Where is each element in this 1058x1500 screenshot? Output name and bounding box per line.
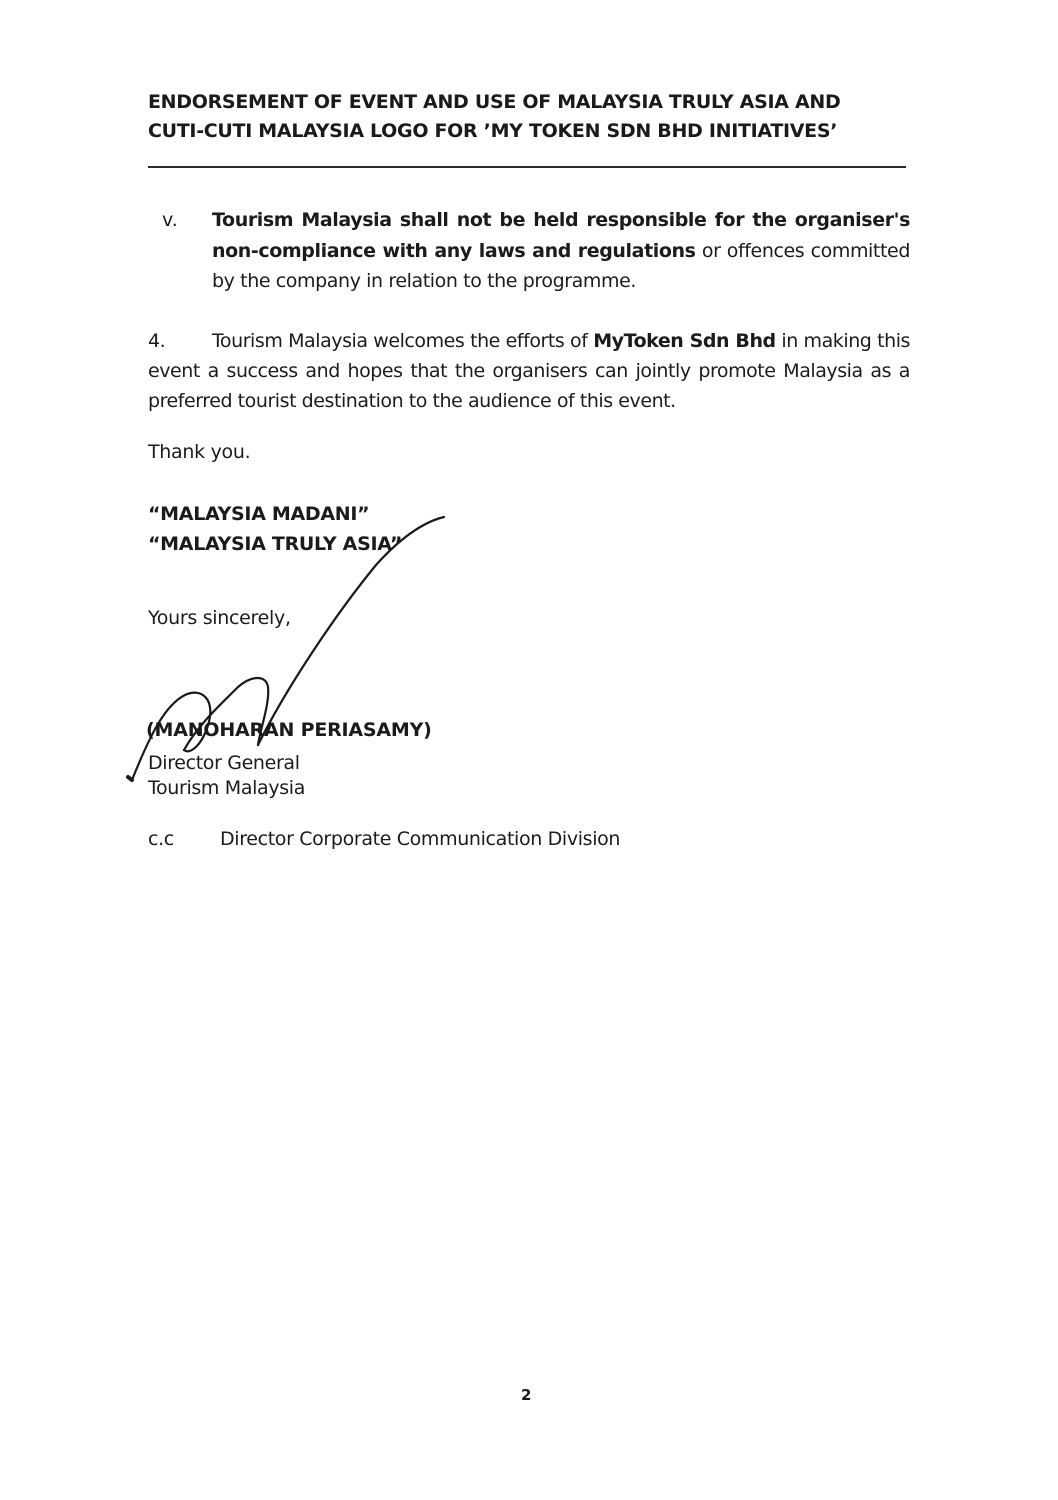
clause-bold-text: Tourism Malaysia shall not be held responsible for the organiser's non-compliance with any laws and regulations: [212, 209, 910, 262]
paragraph-number: 4.: [148, 330, 166, 352]
clause-normal-text: or offences committed by the company in relation to the programme.: [212, 239, 910, 292]
paragraph-text-after: in making this event a success and hopes that the organisers can jointly promote Malaysia as a preferred tourist destination to the audience of this event.: [148, 330, 910, 412]
slogan-madani: “MALAYSIA MADANI”: [148, 503, 370, 525]
signer-title: Director General: [148, 752, 300, 774]
signer-name: (MANOHARAN PERIASAMY): [146, 719, 432, 741]
page-number: 2: [521, 1386, 532, 1404]
slogan-truly-asia: “MALAYSIA TRULY ASIA”: [148, 533, 403, 555]
clause-text: [212, 205, 910, 297]
signer-organisation: Tourism Malaysia: [148, 777, 306, 799]
paragraph-text-before: Tourism Malaysia welcomes the efforts of: [212, 330, 594, 352]
cc-label: c.c: [148, 828, 174, 850]
signer-details: [148, 751, 305, 801]
slogans: [148, 499, 402, 559]
closing-line: Yours sincerely,: [148, 607, 291, 629]
heading-line-2: CUTI-CUTI MALAYSIA LOGO FOR ’MY TOKEN SDN BHD INITIATIVES’: [148, 120, 838, 142]
thanks-line: Thank you.: [148, 441, 251, 463]
heading-divider: [148, 166, 906, 168]
heading-line-1: ENDORSEMENT OF EVENT AND USE OF MALAYSIA TRULY ASIA AND: [148, 91, 841, 113]
clause-numeral: v.: [162, 209, 178, 231]
letter-heading: [148, 88, 908, 146]
paragraph-4: [148, 326, 910, 416]
cc-recipient: Director Corporate Communication Division: [220, 828, 621, 850]
carbon-copy: [148, 828, 620, 850]
paragraph-company-name: MyToken Sdn Bhd: [593, 330, 776, 352]
